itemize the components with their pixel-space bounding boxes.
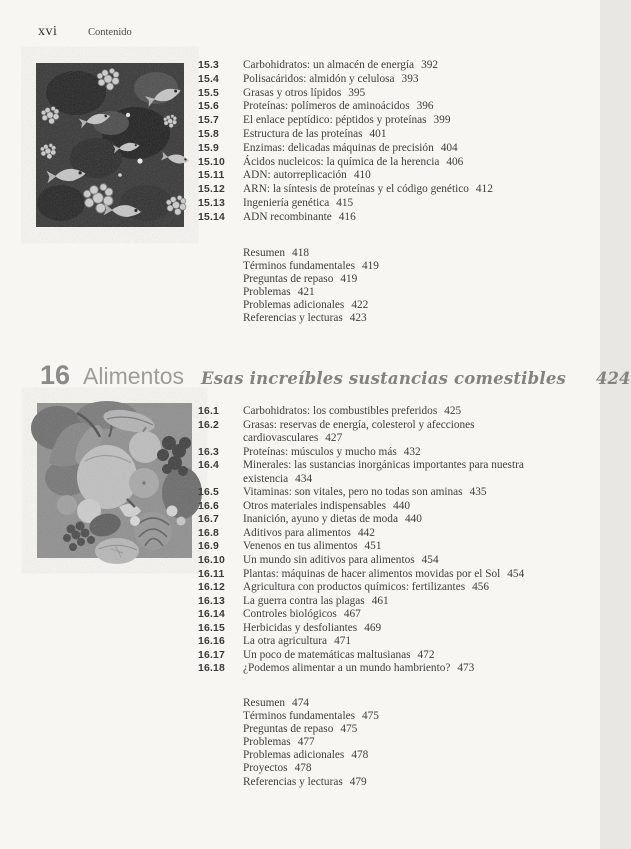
page-number: 419 — [362, 260, 379, 273]
page-number: 478 — [294, 762, 312, 775]
page-number: 474 — [292, 697, 309, 709]
page-number: 425 — [444, 405, 462, 417]
page-number: 477 — [297, 736, 315, 749]
chapter15-toc-list — [198, 59, 598, 225]
section-title: Ácidos nucleicos: la química de la herencia 406 — [243, 155, 464, 168]
endmatter-label: Resumen — [243, 247, 286, 259]
toc-entry — [198, 142, 598, 156]
endmatter-label: Resumen — [243, 697, 286, 709]
chapter-subtitle: Esas increíbles sustancias comestibles — [201, 369, 567, 388]
toc-entry — [198, 513, 598, 527]
chapter-title: Alimentos — [83, 363, 185, 389]
page-number: 461 — [371, 594, 389, 607]
toc-entry — [198, 649, 598, 663]
endmatter-label: Preguntas de repaso — [243, 273, 334, 286]
section-number: 16.11 — [198, 568, 225, 580]
toc-entry — [198, 446, 598, 460]
section-title: ADN: autorreplicación 410 — [243, 169, 371, 182]
toc-entry — [198, 568, 598, 582]
section-number: 16.10 — [198, 555, 226, 567]
section-number: 15.7 — [198, 115, 220, 127]
section-title: Plantas: máquinas de hacer alimentos movidas por el Sol 454 — [243, 567, 525, 580]
endmatter-entry — [243, 776, 573, 789]
endmatter-label: Referencias y lecturas — [243, 775, 343, 788]
toc-entry — [198, 128, 598, 142]
page-number: 456 — [472, 581, 490, 594]
page-number: 454 — [507, 567, 525, 580]
toc-entry — [198, 197, 598, 211]
section-number: 16.18 — [198, 663, 226, 675]
page-number: 440 — [393, 499, 411, 512]
endmatter-entry — [243, 286, 573, 299]
page-number: 432 — [403, 445, 421, 458]
section-number: 16.1 — [198, 406, 220, 417]
section-number: 16.9 — [198, 541, 220, 553]
toc-entry — [198, 156, 598, 170]
endmatter-entry — [243, 247, 573, 260]
endmatter-label: Proyectos — [243, 762, 288, 775]
endmatter-label: Problemas — [243, 286, 291, 299]
section-number: 16.15 — [198, 622, 226, 634]
page-number: 427 — [325, 432, 343, 445]
toc-entry — [198, 581, 598, 595]
section-number: 16.13 — [198, 595, 226, 607]
section-number: 15.9 — [198, 142, 220, 154]
running-header: Contenido — [88, 27, 132, 38]
endmatter-entry — [243, 710, 573, 723]
toc-entry — [198, 419, 598, 446]
section-number: 15.12 — [198, 184, 226, 196]
toc-entry — [198, 540, 598, 554]
endmatter-entry — [243, 762, 573, 775]
toc-entry — [198, 554, 598, 568]
section-number: 16.5 — [198, 487, 220, 499]
section-number: 16.8 — [198, 527, 220, 539]
page-number: 415 — [336, 196, 354, 209]
endmatter-entry — [243, 723, 573, 736]
section-number: 15.11 — [198, 170, 225, 182]
section-number: 16.7 — [198, 514, 220, 526]
section-title: Agricultura con productos químicos: fertilizantes 456 — [243, 581, 490, 594]
section-number: 15.13 — [198, 197, 226, 209]
page-number: 434 — [295, 472, 313, 485]
toc-entry — [198, 114, 598, 128]
section-title: Controles biológicos 467 — [243, 608, 361, 621]
section-title: Vitaminas: son vitales, pero no todas son aminas 435 — [243, 486, 487, 499]
section-number: 15.14 — [198, 211, 226, 223]
page-number: 440 — [404, 513, 422, 526]
toc-entry — [198, 500, 598, 514]
toc-entry — [198, 169, 598, 183]
section-title: Grasas: reservas de energía, colesterol y afecciones cardiovasculares 427 — [243, 418, 475, 445]
section-number: 16.3 — [198, 446, 220, 458]
page-number: 469 — [364, 621, 382, 634]
toc-entry — [198, 608, 598, 622]
section-title: Venenos en tus alimentos 451 — [243, 540, 382, 553]
section-title: Otros materiales indispensables 440 — [243, 499, 411, 512]
section-number: 15.4 — [198, 73, 220, 85]
chapter15-endmatter-list — [243, 247, 573, 326]
page-number: 435 — [469, 486, 487, 499]
toc-entry — [198, 622, 598, 636]
page-folio: xvi — [38, 24, 58, 39]
page-number: 471 — [334, 635, 352, 648]
toc-entry — [198, 595, 598, 609]
page-number: 418 — [292, 247, 309, 259]
page-number: 401 — [369, 127, 387, 140]
section-title: Inanición, ayuno y dietas de moda 440 — [243, 513, 422, 526]
page-number: 410 — [353, 169, 371, 182]
page-number: 406 — [446, 155, 464, 168]
page-number: 473 — [457, 662, 475, 675]
page-number: 393 — [401, 72, 419, 85]
page-number: 475 — [340, 723, 358, 736]
page-number: 475 — [362, 710, 379, 723]
endmatter-label: Preguntas de repaso — [243, 723, 334, 736]
page-number: 422 — [351, 299, 369, 312]
section-title: Herbicidas y desfoliantes 469 — [243, 621, 382, 634]
section-title: Polisacáridos: almidón y celulosa 393 — [243, 72, 419, 85]
section-title: Proteínas: músculos y mucho más 432 — [243, 445, 421, 458]
endmatter-entry — [243, 749, 573, 762]
page-number: 423 — [349, 312, 367, 325]
toc-entry — [198, 100, 598, 114]
toc-entry — [198, 635, 598, 649]
toc-entry — [198, 486, 598, 500]
endmatter-label: Problemas — [243, 736, 291, 749]
page-number: 472 — [417, 648, 435, 661]
endmatter-entry — [243, 736, 573, 749]
page-number: 442 — [357, 526, 375, 539]
page-number: 419 — [340, 273, 358, 286]
endmatter-label: Problemas adicionales — [243, 749, 345, 762]
endmatter-label: Problemas adicionales — [243, 299, 345, 312]
section-number: 16.2 — [198, 419, 220, 431]
endmatter-entry — [243, 312, 573, 325]
chapter-start-page: 424 — [596, 369, 631, 388]
toc-entry — [198, 405, 598, 419]
section-title: Proteínas: polímeros de aminoácidos 396 — [243, 100, 434, 113]
section-title: ADN recombinante 416 — [243, 210, 356, 223]
section-title: Un mundo sin aditivos para alimentos 454 — [243, 554, 439, 567]
toc-entry — [198, 662, 598, 676]
section-title: Grasas y otros lípidos 395 — [243, 86, 366, 99]
coral-reef-fish-photo — [36, 63, 184, 227]
endmatter-entry — [243, 697, 573, 710]
page-number: 412 — [475, 183, 493, 196]
section-title: La otra agricultura 471 — [243, 635, 352, 648]
endmatter-entry — [243, 260, 573, 273]
page-number: 395 — [348, 86, 366, 99]
section-title: ARN: la síntesis de proteínas y el código genético 412 — [243, 183, 493, 196]
page-number: 399 — [433, 114, 451, 127]
page-number: 451 — [364, 540, 382, 553]
section-number: 16.6 — [198, 500, 220, 512]
page-number: 396 — [416, 100, 434, 113]
section-title: ¿Podemos alimentar a un mundo hambriento? 473 — [243, 662, 475, 675]
chapter16-toc-list — [198, 405, 598, 676]
endmatter-entry — [243, 273, 573, 286]
toc-entry — [198, 73, 598, 87]
endmatter-entry — [243, 299, 573, 312]
toc-entry — [198, 87, 598, 101]
section-number: 15.5 — [198, 87, 220, 99]
endmatter-label: Términos fundamentales — [243, 710, 355, 723]
page-number: 467 — [343, 608, 361, 621]
chapter16-heading — [40, 360, 631, 391]
section-number: 16.17 — [198, 649, 226, 661]
section-number: 15.8 — [198, 128, 220, 140]
section-title: La guerra contra las plagas 461 — [243, 594, 389, 607]
toc-entry — [198, 183, 598, 197]
endmatter-label: Términos fundamentales — [243, 260, 355, 273]
toc-entry — [198, 59, 598, 73]
page-number: 478 — [351, 749, 369, 762]
section-title: El enlace peptídico: péptidos y proteínas 399 — [243, 114, 451, 127]
page-number: 392 — [421, 59, 439, 71]
endmatter-label: Referencias y lecturas — [243, 312, 343, 325]
chapter16-endmatter-list — [243, 697, 573, 789]
section-title: Carbohidratos: un almacén de energía 392 — [243, 59, 439, 71]
section-title: Aditivos para alimentos 442 — [243, 526, 375, 539]
page-number: 454 — [421, 554, 439, 567]
fruits-vegetables-photo — [37, 403, 192, 558]
toc-entry — [198, 211, 598, 225]
toc-entry — [198, 527, 598, 541]
page-number: 404 — [440, 141, 458, 154]
page-number: 479 — [349, 775, 367, 788]
section-title: Ingeniería genética 415 — [243, 196, 354, 209]
page-number: 416 — [338, 210, 356, 223]
section-number: 15.6 — [198, 101, 220, 113]
toc-entry — [198, 459, 598, 486]
page-number: 421 — [297, 286, 315, 299]
section-title: Minerales: las sustancias inorgánicas importantes para nuestra existencia 434 — [243, 459, 524, 485]
section-title: Un poco de matemáticas maltusianas 472 — [243, 648, 435, 661]
section-number: 15.3 — [198, 60, 220, 71]
section-number: 16.14 — [198, 609, 226, 621]
section-title: Enzimas: delicadas máquinas de precisión 404 — [243, 141, 458, 154]
section-number: 16.16 — [198, 636, 226, 648]
section-title: Estructura de las proteínas 401 — [243, 127, 387, 140]
section-number: 15.10 — [198, 156, 226, 168]
section-number: 16.12 — [198, 582, 226, 594]
section-title: Carbohidratos: los combustibles preferidos 425 — [243, 405, 462, 417]
section-number: 16.4 — [198, 460, 220, 472]
chapter-number: 16 — [40, 360, 71, 390]
